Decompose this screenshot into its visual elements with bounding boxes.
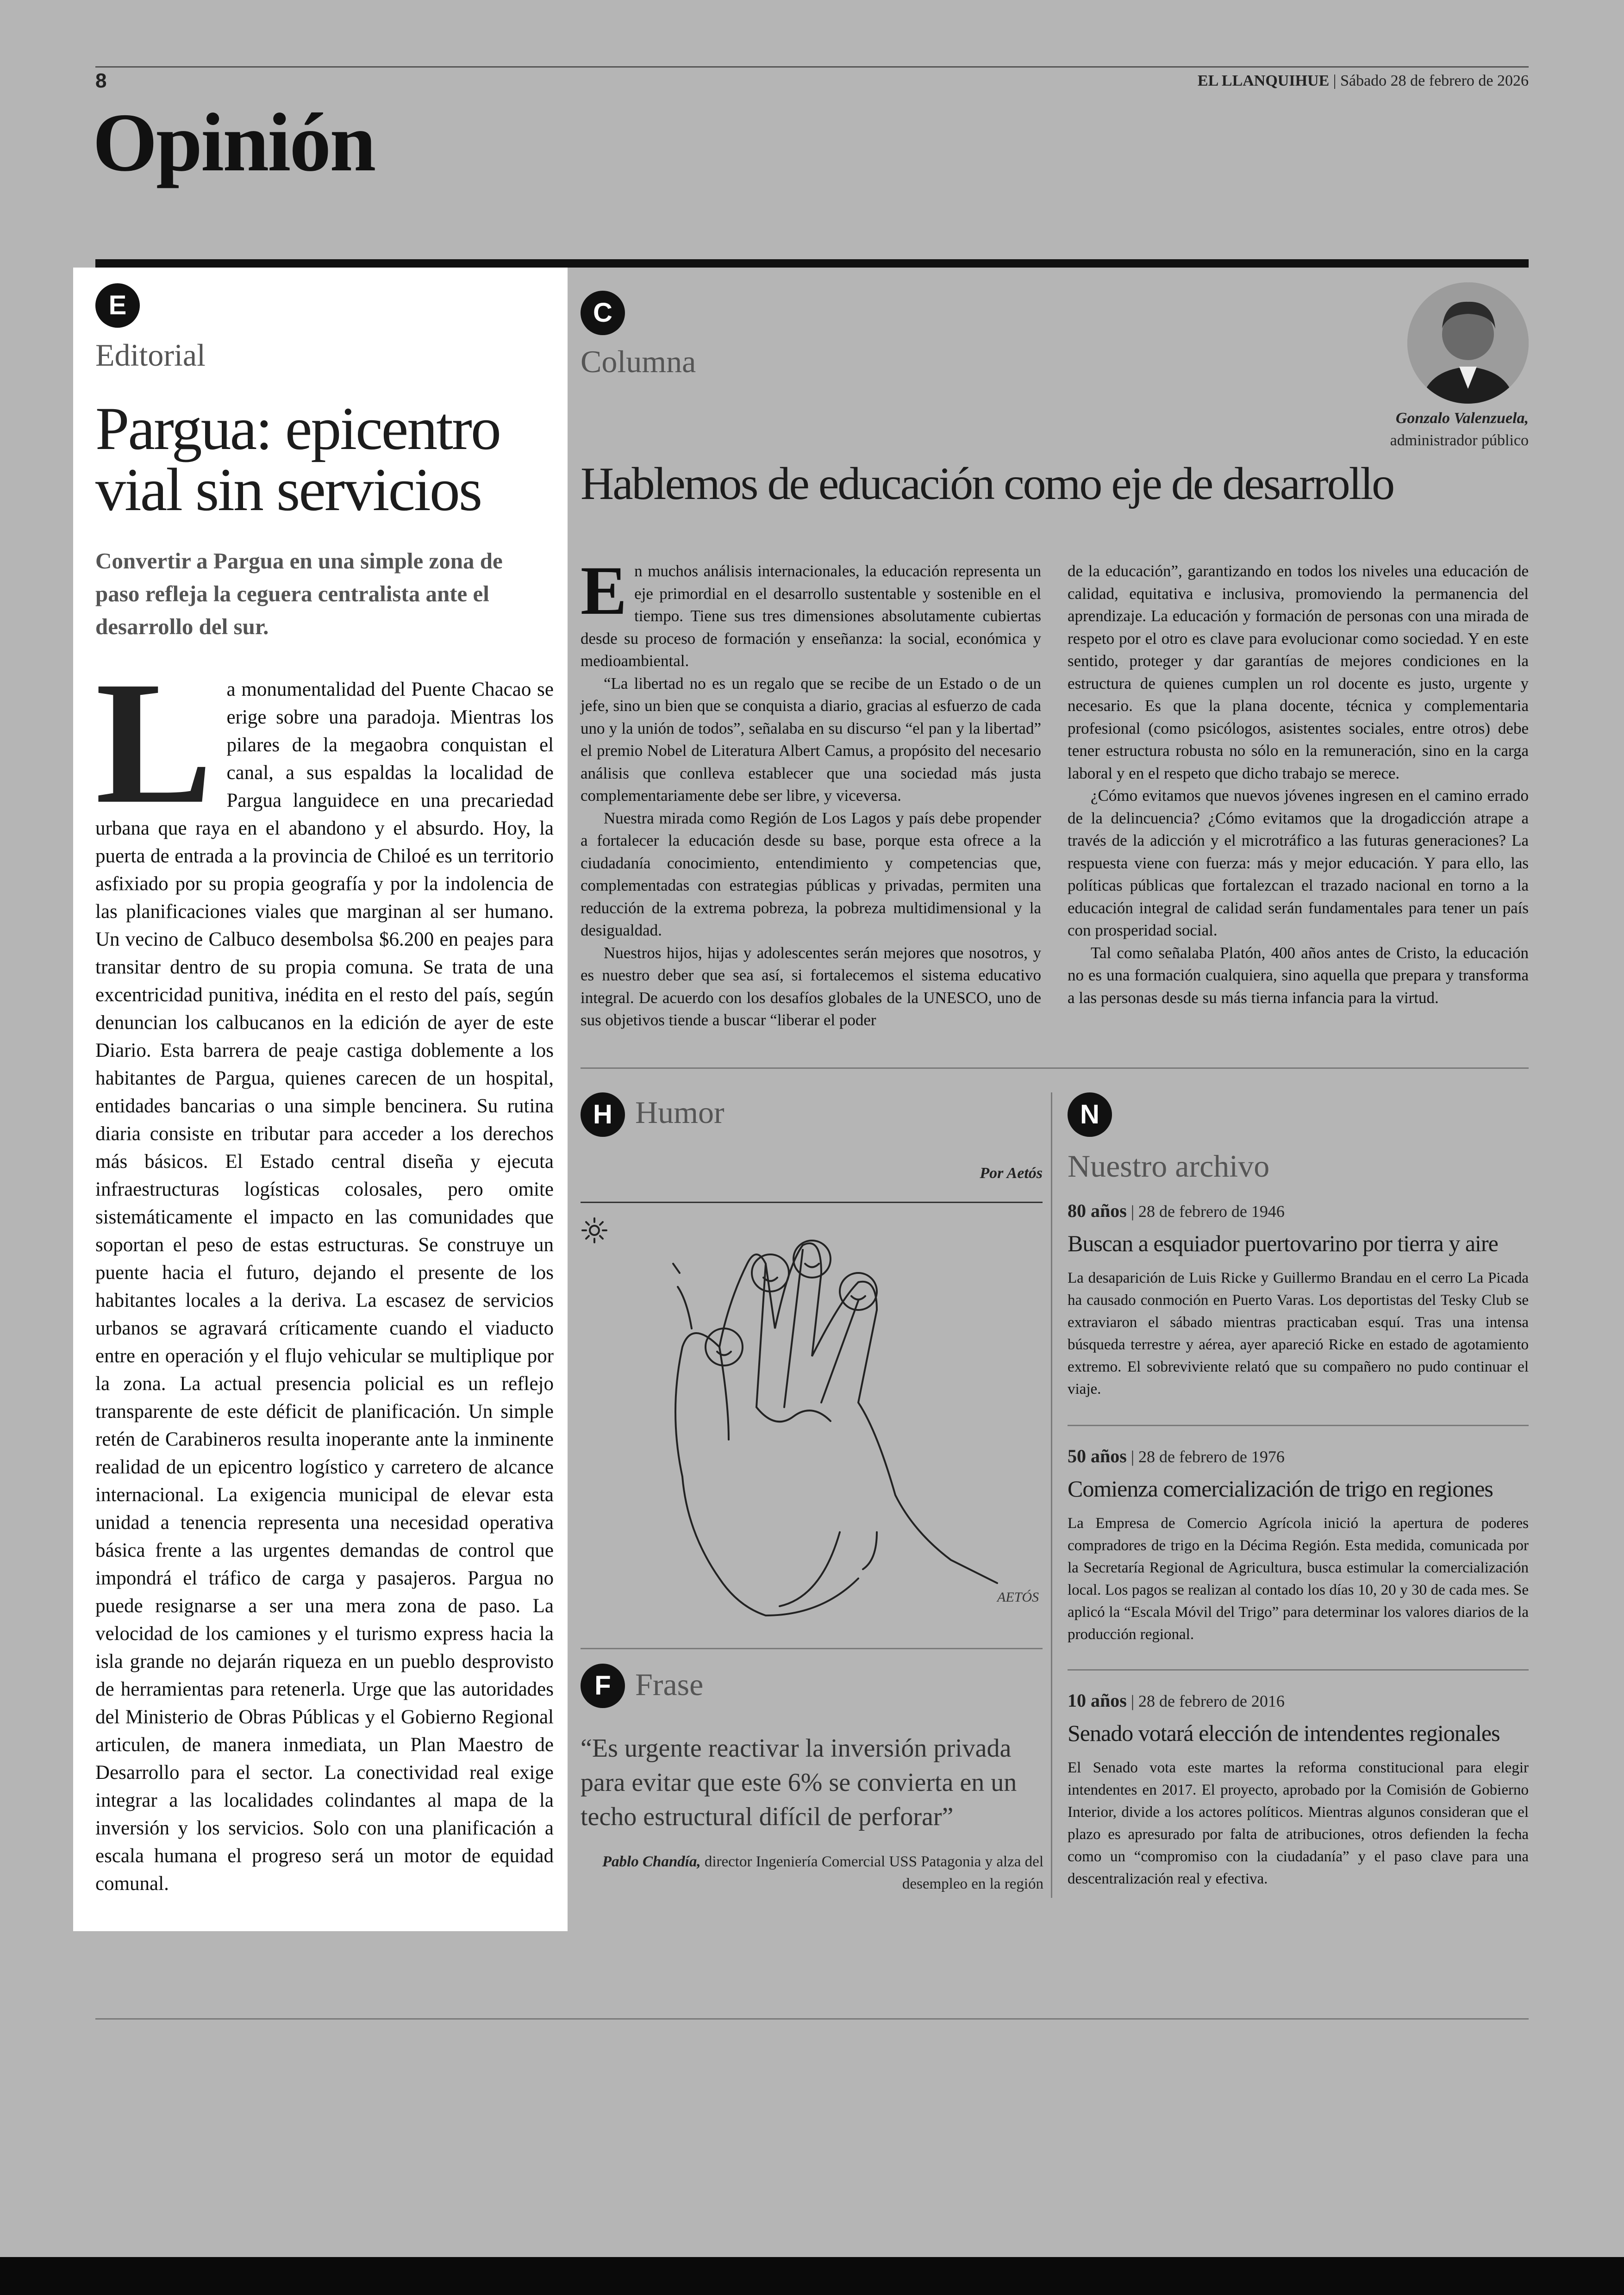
column-text-right (1068, 560, 1529, 1009)
archive-item-headline: Comienza comercialización de trigo en regiones (1068, 1476, 1493, 1502)
publication-name: EL LLANQUIHUE (1197, 72, 1330, 89)
author-avatar-icon (1407, 282, 1529, 404)
editorial-label: Editorial (95, 337, 206, 373)
phrase-badge: F (581, 1664, 625, 1708)
section-title: Opinión (93, 96, 375, 188)
page-number: 8 (95, 69, 107, 92)
phrase-author-name: Pablo Chandía, (602, 1853, 701, 1870)
humor-rule (581, 1202, 1043, 1203)
bottom-column-divider (1051, 1092, 1052, 1898)
archive-divider (1068, 1669, 1529, 1671)
phrase-quote: “Es urgente reactivar la inversión privada para evitar que este 6% se convierta en un techo estructural difícil de perforar” (581, 1734, 1017, 1831)
column-paragraph: Nuestros hijos, hijas y adolescentes serán mejores que nosotros, y es nuestro deber que sea así, si fortalecemos el sistema educativo integral. De acuerdo con los desafíos globales de la UNESCO, uno de sus objetivos tiende a buscar “liberar el poder (581, 943, 1041, 1029)
archive-item-date: 10 años | 28 de febrero de 2016 (1068, 1690, 1285, 1711)
column-dropcap: E (581, 552, 627, 629)
archive-item-headline: Buscan a esquiador puertovarino por tierra y aire (1068, 1230, 1498, 1256)
archive-item (1068, 1200, 1529, 1400)
column-paragraph: Tal como señalaba Platón, 400 años antes de Cristo, la educación no es una formación cualquiera, sino aquella que prepara y transforma a las personas desde su más tierna infancia para la virtud. (1068, 943, 1529, 1007)
archive-label: Nuestro archivo (1068, 1148, 1270, 1184)
archive-item-date: 80 años | 28 de febrero de 1946 (1068, 1200, 1285, 1221)
archive-item-text: La Empresa de Comercio Agrícola inició la apertura de poderes compradores de trigo en la Décima Región. Esta medida, comunicada por la Secretaría Regional de Agricultura, busca estimular la comercialización local. Los pagos se realizan al contado los días 10, 20 y 30 de cada mes. Se aplicó la “Escala Móvil del Trigo” para determinar los valores diarios de la producción regional. (1068, 1515, 1529, 1643)
phrase-label: Frase (635, 1667, 704, 1702)
cartoon-illustration (581, 1208, 1043, 1634)
editorial-text: a monumentalidad del Puente Chacao se erige sobre una paradoja. Mientras los pilares de la megaobra conquistan el canal, a sus espaldas la localidad de Pargua languidece en una precariedad urbana que raya en el abandono y el absurdo. Hoy, la puerta de entrada a la provincia de Chiloé es un territorio asfixiado por su propia geografía y por la indolencia de las planificaciones viales que marginan al ser humano. Un vecino de Calbuco desembolsa $6.200 en peajes para transitar dentro de su propia comuna. Se trata de una excentricidad punitiva, inédita en el resto del país, según denuncian los calbucanos en la edición de ayer de este Diario. Esta barrera de peaje castiga doblemente a los habitantes de Pargua, quienes carecen de un hospital, entidades bancarias o una simple bencinera. Su rutina diaria consiste en tributar para acceder a los derechos más básicos. El Estado central diseña y ejecuta infraestructuras logísticas colosales, pero omite sistemáticamente el impacto en las comunidades que soportan el peso de estas estructuras. Se construye un puente hacia el futuro, dejando el presente de los habitantes locales a la deriva. La escasez de servicios urbanos se agravará críticamente cuando el viaducto entre en operación y el flujo vehicular se multiplique por la zona. La actual presencia policial es un reflejo transparente de este déficit de planificación. Un simple retén de Carabineros resulta inoperante ante la inminente realidad de un epicentro logístico y carretero de alcance internacional. La exigencia municipal de elevar esta unidad a tenencia representa una necesidad operativa básica frente a las urgentes demandas de control que impondrá el tráfico de carga y pasajeros. Pargua no puede resignarse a ser una mera zona de paso. La velocidad de los camiones y el turismo express hacia la isla grande no dejarán riqueza en un pueblo desprovisto de herramientas para retenerla. Urge que las autoridades del Ministerio de Obras Públicas y el Gobierno Regional articulen, de manera inmediata, un Plan Maestro de Desarrollo para el sector. La conectividad real exige integrar a las localidades colindantes al mapa de la inversión y los servicios. Solo con una planificación a escala humana el progreso será un motor de equidad comunal. (95, 679, 554, 1895)
column-author (1390, 407, 1529, 452)
archive-item-text: El Senado vota este martes la reforma constitucional para elegir intendentes en 2017. El proyecto, aprobado por la Comisión de Gobierno Interior, divide a los actores políticos. Mientras algunos consideran que el plazo es apresurado por falta de atribuciones, otros defienden la fecha como un “compromiso con la ciudadanía” y el paso clave para una descentralización real y efectiva. (1068, 1759, 1529, 1887)
humor-divider (581, 1648, 1043, 1649)
archive-item (1068, 1690, 1529, 1890)
phrase-author-role: director Ingeniería Comercial USS Patagonia y alza del desempleo en la región (704, 1853, 1043, 1892)
column-author-role: administrador público (1390, 432, 1529, 449)
column-paragraph: En muchos análisis internacionales, la educación representa un eje primordial en el desarrollo sustentable y sostenible en el tiempo. Tiene sus tres dimensiones absolutamente cubiertas desde su proceso de formación y enseñanza: la social, económica y medioambiental. (581, 552, 1041, 670)
column-paragraph: “La libertad no es un regalo que se recibe de un Estado o de un jefe, sino un bien que se conquista a diario, gracias al esfuerzo de cada uno y la unión de todos”, señalaba en su discurso “el pan y la libertad” el premio Nobel de Literatura Albert Camus, a propósito del necesario análisis que conlleva establecer que una sociedad más justa complementariamente debe ser libre, y viceversa. (581, 674, 1041, 804)
humor-badge: H (581, 1092, 625, 1137)
editorial-body (95, 645, 554, 1898)
viewer-bottom-bar (0, 2257, 1624, 2295)
archive-item-date: 50 años | 28 de febrero de 1976 (1068, 1446, 1285, 1466)
editorial-subhead: Convertir a Pargua en una simple zona de paso refleja la ceguera centralista ante el desarrollo del sur. (95, 548, 503, 640)
archive-item-text: La desaparición de Luis Ricke y Guillermo Brandau en el cerro La Picada ha causado conmoción en Puerto Varas. Los deportistas del Tesky Club se extraviaron el sábado mientras practicaban esquí. Tras una intensa búsqueda terrestre y aérea, ayer apareció Ricke en estado de agotamiento extremo. El sobreviviente relató que su compañero no pudo continuar el viaje. (1068, 1270, 1529, 1397)
humor-byline: Por Aetós (980, 1165, 1043, 1182)
column-divider (581, 1067, 1529, 1069)
archive-divider (1068, 1425, 1529, 1426)
column-headline: Hablemos de educación como eje de desarrollo (581, 458, 1394, 509)
editorial-headline: Pargua: epicentro vial sin servicios (95, 394, 500, 524)
cartoon-signature: AETÓS (997, 1590, 1039, 1605)
column-author-name: Gonzalo Valenzuela, (1395, 410, 1529, 427)
archive-item (1068, 1445, 1529, 1646)
top-rule (95, 66, 1529, 68)
dateline: EL LLANQUIHUE | Sábado 28 de febrero de 2026 (1197, 72, 1529, 89)
column-paragraph: ¿Cómo evitamos que nuevos jóvenes ingresen en el camino errado de la delincuencia? ¿Cómo evitamos que la drogadicción atrape a través de la adicción y el microtráfico a las futuras generaciones? La respuesta viene con fuerza: más y mejor educación. Y para ello, las políticas públicas que fortalezcan el trazado nacional en torno a la educación integral de calidad serán fundamentales para tener un país con prosperidad social. (1068, 786, 1529, 939)
author-photo (1407, 282, 1529, 404)
publication-date: Sábado 28 de febrero de 2026 (1340, 72, 1529, 89)
column-paragraph: Nuestra mirada como Región de Los Lagos y país debe propender a fortalecer la educación desde su base, porque esta ofrece a la ciudadanía conocimiento, entendimiento y competencias que, complementadas con estrategias públicas y privadas, permiten una reducción de la extrema pobreza, la pobreza multidimensional y la desigualdad. (581, 809, 1041, 939)
archive-item-headline: Senado votará elección de intendentes regionales (1068, 1720, 1500, 1746)
column-label: Columna (581, 344, 696, 379)
column-badge: C (581, 291, 625, 335)
humor-label: Humor (635, 1095, 725, 1130)
column-text-left (581, 552, 1041, 1032)
archive-badge: N (1068, 1092, 1112, 1137)
phrase-author (581, 1851, 1043, 1895)
footer-rule (95, 2018, 1529, 2020)
column-paragraph: de la educación”, garantizando en todos los niveles una educación de calidad, equitativa e inclusiva, promoviendo la permanencia del aprendizaje. La educación y formación de personas con una mirada de respeto por el otro es clave para evolucionar como sociedad. Y en este sentido, proteger y dar garantías de mejores condiciones en la estructura de quienes cumplen un rol docente es justo, urgente y necesario. Es que la plana docente, técnica y complementaria profesional (como psicólogos, asistentes sociales, entre otros) debe tener estructura robusta no sólo en la remuneración, sino en la carga laboral y en el respeto que dicho trabajo se merece. (1068, 562, 1529, 782)
editorial-dropcap: L (95, 645, 213, 840)
section-divider (95, 259, 1529, 268)
editorial-badge: E (95, 283, 140, 328)
